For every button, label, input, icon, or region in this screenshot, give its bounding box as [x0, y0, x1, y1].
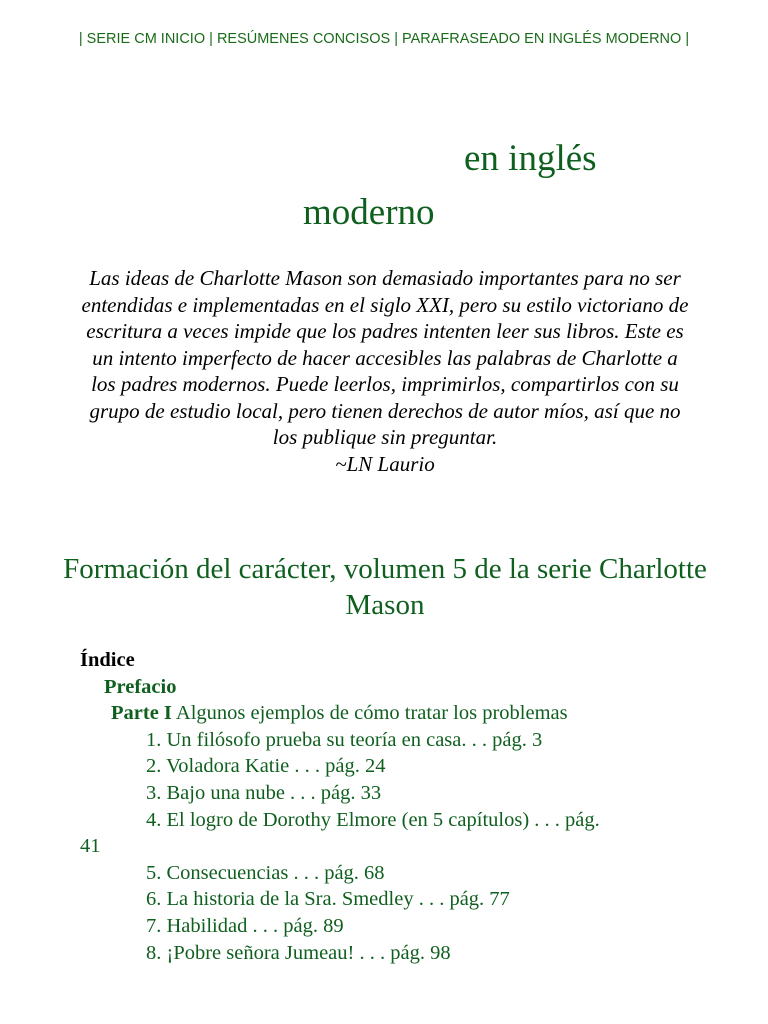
- title-line-2: moderno: [303, 192, 435, 233]
- part-label: Parte I: [111, 702, 172, 725]
- toc-chapter[interactable]: 8. ¡Pobre señora Jumeau! . . . pág. 98: [146, 941, 451, 964]
- toc-chapter[interactable]: 6. La historia de la Sra. Smedley . . . pág. 77: [146, 888, 510, 911]
- author-signature: ~LN Laurio: [335, 451, 435, 476]
- toc-chapter[interactable]: 7. Habilidad . . . pág. 89: [146, 914, 344, 937]
- toc-chapter[interactable]: [80, 807, 700, 860]
- intro-paragraph: [78, 265, 692, 477]
- toc-chapter[interactable]: 2. Voladora Katie . . . pág. 24: [146, 755, 386, 778]
- part-title: Algunos ejemplos de cómo tratar los problemas: [175, 702, 568, 725]
- page-title: [230, 132, 650, 240]
- toc-chapter[interactable]: 5. Consecuencias . . . pág. 68: [146, 861, 385, 884]
- book-title: Formación del carácter, volumen 5 de la serie Charlotte Mason: [63, 553, 707, 621]
- intro-text: Las ideas de Charlotte Mason son demasiado importantes para no ser entendidas e implementadas en el siglo XXI, pero su estilo victoriano de escritura a veces impide que los padres intenten leer sus libros. Este es un intento imperfecto de hacer accesibles las palabras de Charlotte a los padres modernos. Puede leerlos, imprimirlos, compartirlos con su grupo de estudio local, pero tienen derechos de autor míos, así que no los publique sin preguntar.: [81, 266, 689, 449]
- title-line-1: en inglés: [464, 138, 597, 179]
- toc-heading: Índice: [80, 649, 135, 671]
- nav-links[interactable]: | SERIE CM INICIO | RESÚMENES CONCISOS | PARAFRASEADO EN INGLÉS MODERNO |: [78, 31, 690, 47]
- table-of-contents: [80, 647, 700, 966]
- toc-chapter-page: 41: [80, 835, 101, 858]
- toc-preface[interactable]: Prefacio: [104, 675, 177, 698]
- toc-part-1[interactable]: [80, 700, 700, 727]
- toc-chapter[interactable]: 3. Bajo una nube . . . pág. 33: [146, 781, 382, 804]
- toc-chapter-text: 4. El logro de Dorothy Elmore (en 5 capítulos) . . . pág.: [146, 808, 600, 831]
- toc-chapter[interactable]: 1. Un filósofo prueba su teoría en casa. . . pág. 3: [146, 728, 543, 751]
- top-navigation[interactable]: [70, 30, 698, 48]
